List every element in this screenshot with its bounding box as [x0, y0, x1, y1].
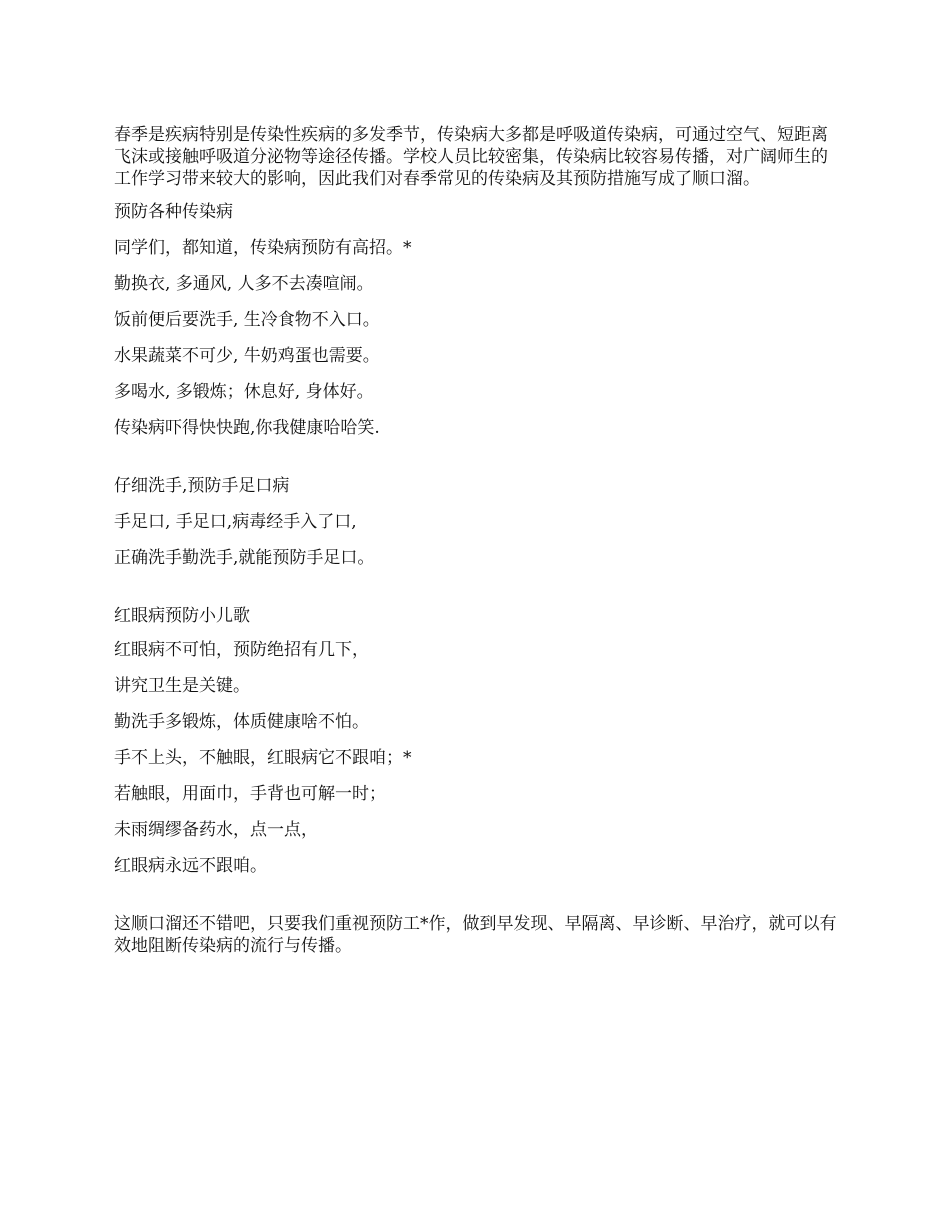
poem-line: 未雨绸缪备药水，点一点，: [114, 820, 318, 840]
poem-line: 手不上头，不触眼，红眼病它不跟咱；*: [114, 748, 412, 768]
poem-line: 饭前便后要洗手, 生冷食物不入口。: [114, 310, 380, 330]
poem-line: 讲究卫生是关键。: [114, 676, 250, 696]
poem-prevent-infectious-diseases: [114, 201, 844, 439]
poem-title: 仔细洗手,预防手足口病: [114, 476, 290, 496]
poem-hand-foot-mouth: [114, 475, 844, 569]
poem-pink-eye: [114, 605, 844, 877]
document-body: [114, 124, 844, 957]
spacer: [114, 891, 844, 913]
poem-title: 红眼病预防小儿歌: [114, 606, 250, 626]
poem-line: 手足口, 手足口,病毒经手入了口,: [114, 512, 357, 532]
poem-line: 勤换衣, 多通风, 人多不去凑喧闹。: [114, 274, 374, 294]
poem-line: 红眼病永远不跟咱。: [114, 856, 267, 876]
poem-line: 水果蔬菜不可少, 牛奶鸡蛋也需要。: [114, 346, 380, 366]
spacer: [114, 453, 844, 475]
poem-line: 若触眼，用面巾，手背也可解一时；: [114, 784, 386, 804]
poem-line: 红眼病不可怕，预防绝招有几下，: [114, 640, 369, 660]
poem-line: 同学们，都知道，传染病预防有高招。*: [114, 238, 412, 258]
poem-line: 传染病吓得快快跑,你我健康哈哈笑.: [114, 418, 380, 438]
poem-line: 勤洗手多锻炼，体质健康啥不怕。: [114, 712, 369, 732]
poem-line: 多喝水, 多锻炼；休息好, 身体好。: [114, 382, 374, 402]
spacer: [114, 583, 844, 605]
closing-paragraph: 这顺口溜还不错吧，只要我们重视预防工*作，做到早发现、早隔离、早诊断、早治疗，就可以有效地阻断传染病的流行与传播。: [114, 914, 837, 956]
poem-line: 正确洗手勤洗手,就能预防手足口。: [114, 548, 375, 568]
poem-title: 预防各种传染病: [114, 202, 233, 222]
intro-paragraph: 春季是疾病特别是传染性疾病的多发季节，传染病大多都是呼吸道传染病，可通过空气、短距离飞沫或接触呼吸道分泌物等途径传播。学校人员比较密集，传染病比较容易传播，对广阔师生的工作学习带来较大的影响，因此我们对春季常见的传染病及其预防措施写成了顺口溜。: [114, 125, 828, 189]
